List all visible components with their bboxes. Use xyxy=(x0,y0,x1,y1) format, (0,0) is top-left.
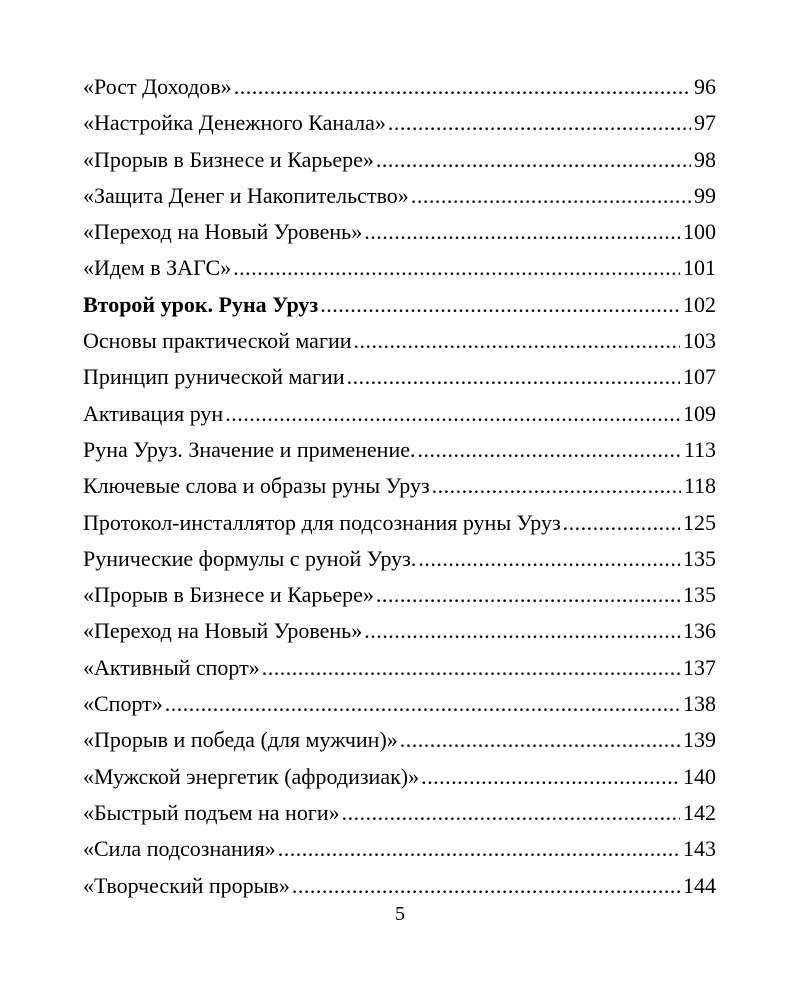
toc-entry-page: 109 xyxy=(683,400,716,426)
toc-entry-page: 100 xyxy=(683,219,716,245)
dot-leader xyxy=(234,69,691,105)
dot-leader xyxy=(347,359,680,395)
dot-leader xyxy=(320,287,680,323)
toc-entry[interactable] xyxy=(83,722,716,758)
toc-entry-page: 102 xyxy=(683,291,716,317)
dot-leader xyxy=(388,105,691,141)
toc-entry-title: «Быстрый подъем на ноги» xyxy=(83,799,340,825)
toc-entry[interactable] xyxy=(83,577,716,613)
toc-entry-page: 103 xyxy=(683,328,716,354)
toc-entry-title: «Переход на Новый Уровень» xyxy=(83,618,363,644)
toc-entry-title: «Прорыв в Бизнесе и Карьере» xyxy=(83,582,374,608)
dot-leader xyxy=(418,432,681,468)
toc-entry[interactable] xyxy=(83,432,716,468)
toc-entry-title: «Спорт» xyxy=(83,691,163,717)
toc-entry[interactable] xyxy=(83,214,716,250)
toc-entry-title: «Идем в ЗАГС» xyxy=(83,255,232,281)
toc-entry[interactable] xyxy=(83,613,716,649)
toc-entry[interactable] xyxy=(83,759,716,795)
toc-entry-page: 137 xyxy=(683,654,716,680)
toc-entry-page: 142 xyxy=(683,799,716,825)
toc-entry-title: «Рост Доходов» xyxy=(83,74,232,99)
toc-entry[interactable] xyxy=(83,505,716,541)
dot-leader xyxy=(342,795,680,831)
toc-entry-page: 135 xyxy=(683,545,716,571)
toc-entry[interactable] xyxy=(83,323,716,359)
dot-leader xyxy=(292,868,680,904)
dot-leader xyxy=(233,250,680,286)
toc-entry[interactable] xyxy=(83,541,716,577)
dot-leader xyxy=(400,722,680,758)
toc-entry-title: Протокол-инсталлятор для подсознания руны Уруз xyxy=(83,509,561,535)
toc-entry[interactable] xyxy=(83,250,716,286)
toc-entry-page: 118 xyxy=(683,473,716,499)
toc-entry[interactable] xyxy=(83,468,716,504)
toc-entry-title: «Настройка Денежного Канала» xyxy=(83,110,386,136)
table-of-contents xyxy=(83,69,716,904)
toc-entry[interactable] xyxy=(83,396,716,432)
toc-entry-title: Рунические формулы с руной Уруз. xyxy=(83,545,417,571)
toc-entry[interactable] xyxy=(83,105,716,141)
toc-entry-title: Активация рун xyxy=(83,400,224,426)
dot-leader xyxy=(432,468,681,504)
dot-leader xyxy=(165,686,680,722)
dot-leader xyxy=(376,577,680,613)
toc-entry[interactable] xyxy=(83,868,716,904)
page-number: 5 xyxy=(395,903,405,925)
toc-entry-page: 125 xyxy=(683,509,716,535)
toc-entry-title: «Творческий прорыв» xyxy=(83,872,290,898)
toc-entry-title: «Мужской энергетик (афродизиак)» xyxy=(83,763,420,789)
toc-entry-page: 113 xyxy=(683,436,716,462)
toc-entry[interactable] xyxy=(83,178,716,214)
dot-leader xyxy=(262,650,680,686)
toc-entry-title: Принцип рунической магии xyxy=(83,364,345,390)
toc-entry-title: Ключевые слова и образы руны Уруз xyxy=(83,473,430,499)
toc-entry-page: 135 xyxy=(683,582,716,608)
toc-entry-title: Второй урок. Руна Уруз xyxy=(83,291,319,317)
toc-entry-title: «Активный спорт» xyxy=(83,654,260,680)
toc-entry[interactable] xyxy=(83,650,716,686)
toc-entry-page: 143 xyxy=(683,836,716,862)
toc-entry[interactable] xyxy=(83,795,716,831)
toc-entry[interactable] xyxy=(83,831,716,867)
toc-entry-page: 98 xyxy=(694,146,716,172)
toc-entry-title: Руна Уруз. Значение и применение. xyxy=(83,436,416,462)
toc-entry[interactable] xyxy=(83,359,716,395)
dot-leader xyxy=(421,759,680,795)
toc-entry-page: 140 xyxy=(683,763,716,789)
toc-entry-title: «Прорыв и победа (для мужчин)» xyxy=(83,727,398,753)
toc-entry-title: «Прорыв в Бизнесе и Карьере» xyxy=(83,146,374,172)
toc-entry-page: 139 xyxy=(683,727,716,753)
toc-entry-title: «Сила подсознания» xyxy=(83,836,276,862)
dot-leader xyxy=(364,613,680,649)
toc-entry-page: 144 xyxy=(683,872,716,898)
dot-leader xyxy=(354,323,680,359)
toc-entry-title: «Защита Денег и Накопительство» xyxy=(83,182,409,208)
dot-leader xyxy=(418,541,680,577)
toc-entry[interactable] xyxy=(83,69,716,105)
toc-entry-page: 107 xyxy=(683,364,716,390)
toc-entry-page: 99 xyxy=(694,182,716,208)
dot-leader xyxy=(278,831,680,867)
toc-section-heading[interactable] xyxy=(83,287,716,323)
dot-leader xyxy=(411,178,691,214)
toc-entry[interactable] xyxy=(83,142,716,178)
dot-leader xyxy=(364,214,680,250)
toc-entry-page: 97 xyxy=(694,110,716,136)
toc-entry-page: 138 xyxy=(683,691,716,717)
toc-entry-title: «Переход на Новый Уровень» xyxy=(83,219,363,245)
toc-entry-page: 101 xyxy=(683,255,716,281)
toc-entry-title: Основы практической магии xyxy=(83,328,352,354)
dot-leader xyxy=(563,505,680,541)
toc-entry[interactable] xyxy=(83,686,716,722)
toc-entry-page: 136 xyxy=(683,618,716,644)
toc-entry-page: 96 xyxy=(694,74,716,99)
dot-leader xyxy=(376,142,691,178)
dot-leader xyxy=(225,396,680,432)
